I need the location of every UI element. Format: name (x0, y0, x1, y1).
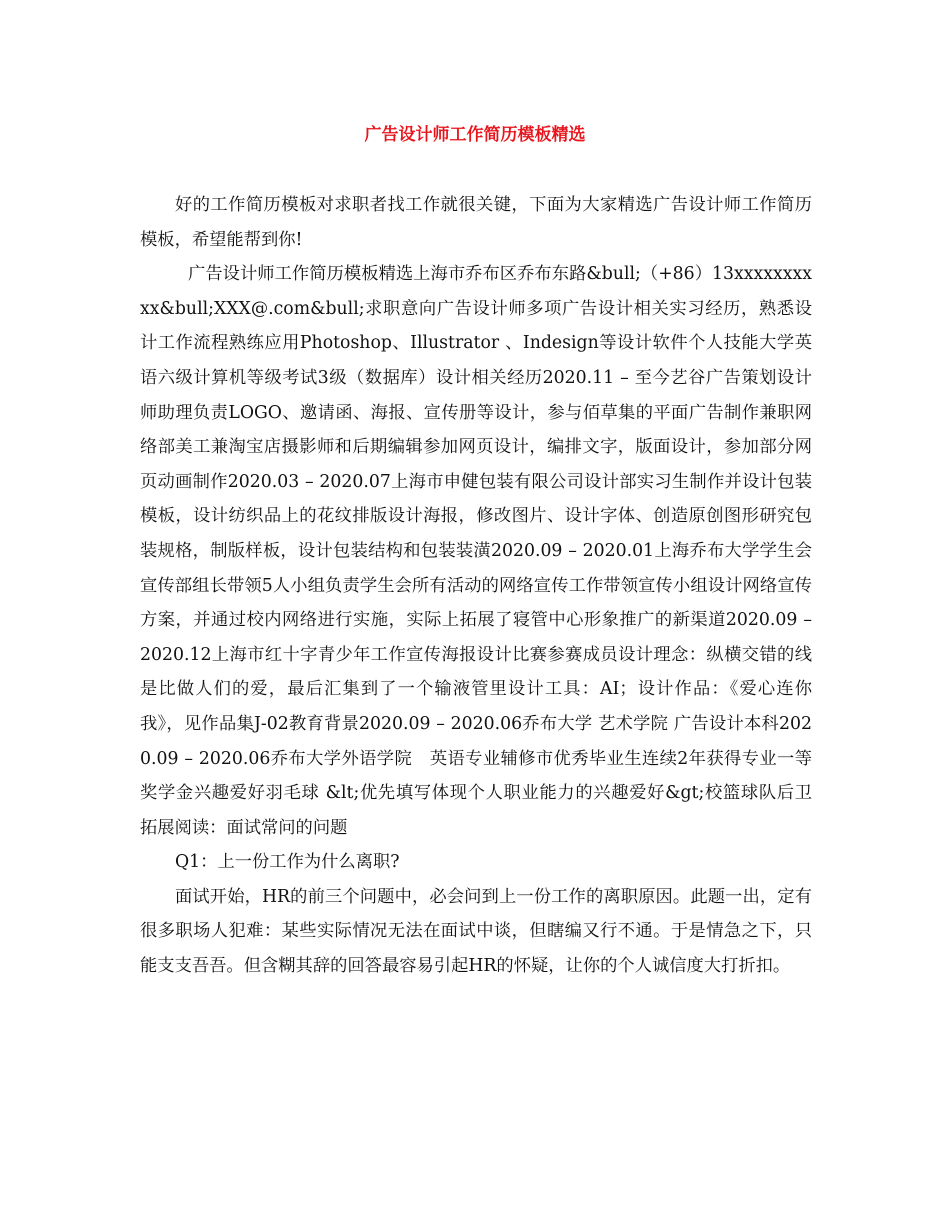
intro-paragraph: 好的工作简历模板对求职者找工作就很关键，下面为大家精选广告设计师工作简历模板，希望能帮到你! (140, 195, 812, 250)
answer-paragraph: 面试开始，HR的前三个问题中，必会问到上一份工作的离职原因。此题一出，定有很多职场人犯难：某些实际情况无法在面试中谈，但瞎编又行不通。于是情急之下，只能支支吾吾。但含糊其辞的回答最容易引起HR的怀疑，让你的个人诚信度大打折扣。 (140, 886, 812, 977)
document-body (140, 188, 847, 984)
page-title: 广告设计师工作简历模板精选 (364, 125, 586, 145)
question-heading: Q1：上一份工作为什么离职? (175, 852, 400, 873)
resume-paragraph: 广告设计师工作简历模板精选上海市乔布区乔布东路&bull;（+86）13xxxxxxxxxx&bull;XXX@.com&bull;求职意向广告设计师多项广告设计相关实习经历，熟悉设计工作流程熟练应用Photoshop、Illustrator 、Indesign等设计软件个人技能大学英语六级计算机等级考试3级（数据库）设计相关经历2020.11 – 至今艺谷广告策划设计师助理负责LOGO、邀请函、海报、宣传册等设计，参与佰草集的平面广告制作兼职网络部美工兼淘宝店摄影师和后期编辑参加网页设计，编排文字，版面设计，参加部分网页动画制作2020.03 – 2020.07上海市申健包装有限公司设计部实习生制作并设计包装模板，设计纺织品上的花纹排版设计海报，修改图片、设计字体、创造原创图形研究包装规格，制版样板，设计包装结构和包装装潢2020.09 – 2020.01上海乔布大学学生会 宣传部组长带领5人小组负责学生会所有活动的网络宣传工作带领宣传小组设计网络宣传方案，并通过校内网络进行实施，实际上拓展了寝管中心形象推广的新渠道2020.09 – 2020.12上海市红十字青少年工作宣传海报设计比赛参赛成员设计理念：纵横交错的线是比做人们的爱，最后汇集到了一个输液管里设计工具：AI；设计作品：《爱心连你我》，见作品集J-02教育背景2020.09 – 2020.06乔布大学 艺术学院 广告设计本科2020.09 – 2020.06乔布大学外语学院 英语专业辅修市优秀毕业生连续2年获得专业一等奖学金兴趣爱好羽毛球 &lt;优先填写体现个人职业能力的兴趣爱好&gt;校篮球队后卫 拓展阅读：面试常问的问题 (140, 264, 847, 838)
